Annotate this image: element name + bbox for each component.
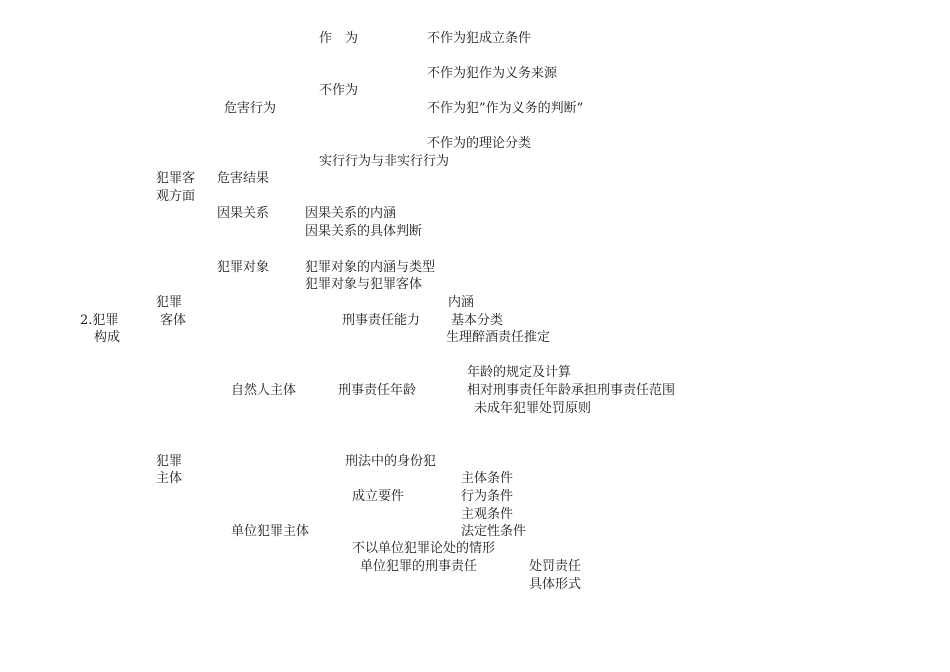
objective-aspect-label: 犯罪客 <box>156 171 196 186</box>
root-title: 2.犯罪 <box>80 313 119 328</box>
elements-heading: 成立要件 <box>352 489 405 504</box>
minor-punishment-principle: 未成年犯罪处罚原则 <box>474 401 592 416</box>
relative-age-scope: 相对刑事责任年龄承担刑事责任范围 <box>467 383 676 398</box>
not-unit-crime-cases: 不以单位犯罪论处的情形 <box>352 541 496 556</box>
identity-crime: 刑法中的身份犯 <box>345 454 437 469</box>
omission-duty-judgment: 不作为犯”作为义务的判断” <box>427 101 584 116</box>
subject-condition: 主体条件 <box>461 471 514 486</box>
harmful-result-heading: 危害结果 <box>217 171 270 186</box>
root-title-continued: 构成 <box>94 330 121 345</box>
legality-condition: 法定性条件 <box>461 524 527 539</box>
specific-form: 具体形式 <box>529 577 582 592</box>
omission-duty-source: 不作为犯作为义务来源 <box>427 66 558 81</box>
age-heading: 刑事责任年龄 <box>338 383 417 398</box>
age-rules: 年龄的规定及计算 <box>467 365 572 380</box>
omission-heading: 不作为 <box>319 83 359 98</box>
crime-object-meaning: 犯罪对象的内涵与类型 <box>305 260 436 275</box>
execution-act: 实行行为与非实行行为 <box>319 154 450 169</box>
capacity-classes: 基本分类 <box>451 313 504 328</box>
crime-target-label-continued: 客体 <box>160 313 187 328</box>
objective-aspect-label-continued: 观方面 <box>156 189 196 204</box>
crime-subject-label-continued: 主体 <box>156 471 183 486</box>
capacity-meaning: 内涵 <box>448 295 475 310</box>
harmful-act-heading: 危害行为 <box>224 101 277 116</box>
drunk-presumption: 生理醉酒责任推定 <box>446 330 551 345</box>
crime-subject-label: 犯罪 <box>156 454 183 469</box>
natural-person-heading: 自然人主体 <box>231 383 297 398</box>
causation-heading: 因果关系 <box>217 206 270 221</box>
punishment-liability: 处罚责任 <box>529 559 582 574</box>
subjective-condition: 主观条件 <box>461 507 514 522</box>
causation-judgment: 因果关系的具体判断 <box>305 224 423 239</box>
capacity-heading: 刑事责任能力 <box>342 313 421 328</box>
unit-subject-heading: 单位犯罪主体 <box>231 524 310 539</box>
act-condition-item: 行为条件 <box>461 489 514 504</box>
unit-liability-heading: 单位犯罪的刑事责任 <box>360 559 478 574</box>
crime-target-label: 犯罪 <box>156 295 183 310</box>
crime-object-heading: 犯罪对象 <box>217 260 270 275</box>
act-heading: 作 为 <box>319 31 359 46</box>
causation-meaning: 因果关系的内涵 <box>305 206 397 221</box>
act-condition: 不作为犯成立条件 <box>427 31 532 46</box>
omission-theory: 不作为的理论分类 <box>427 136 532 151</box>
crime-object-vs-target: 犯罪对象与犯罪客体 <box>305 277 423 292</box>
